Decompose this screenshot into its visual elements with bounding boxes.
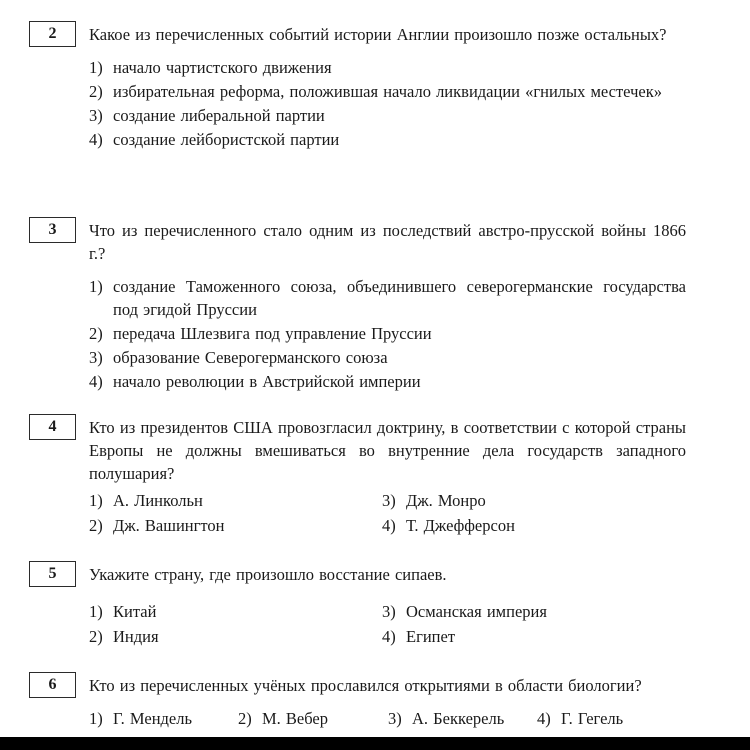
option-number: 1) <box>89 58 103 77</box>
option-number: 2) <box>238 709 252 728</box>
option-text: Китай <box>113 602 157 621</box>
option-number: 1) <box>89 491 103 510</box>
answer-option <box>382 625 686 648</box>
option-text: А. Линкольн <box>113 491 203 510</box>
answer-option <box>89 56 686 79</box>
answer-option <box>89 128 686 151</box>
question-number-box <box>29 561 76 587</box>
question-number-box <box>29 672 76 698</box>
options-list <box>89 707 686 731</box>
option-number: 3) <box>89 106 103 125</box>
option-text: начало революции в Австрийской империи <box>113 372 421 391</box>
answer-option <box>89 322 686 345</box>
question-text: Что из перечисленного стало одним из последствий австро-прусской войны 1866 г.? <box>89 221 686 263</box>
option-number: 3) <box>388 709 402 728</box>
answer-option <box>89 346 686 369</box>
option-text: образование Северогерманского союза <box>113 348 388 367</box>
option-text: передача Шлезвига под управление Пруссии <box>113 324 432 343</box>
option-number: 3) <box>89 348 103 367</box>
option-number: 4) <box>382 516 396 535</box>
question-number-box <box>29 217 76 243</box>
option-text: Г. Гегель <box>561 709 624 728</box>
answer-option <box>89 104 686 127</box>
question-block <box>0 413 750 538</box>
question-number-box <box>29 414 76 440</box>
option-text: Г. Мендель <box>113 709 193 728</box>
answer-option <box>388 707 537 730</box>
option-number: 4) <box>89 130 103 149</box>
options-list <box>89 56 686 151</box>
options-list <box>89 275 686 393</box>
option-text: Египет <box>406 627 456 646</box>
options-list <box>89 489 686 538</box>
question-number: 2 <box>48 25 57 42</box>
option-number: 1) <box>89 709 103 728</box>
option-number: 2) <box>89 324 103 343</box>
option-text: создание лейбористской партии <box>113 130 340 149</box>
answer-option <box>89 600 382 623</box>
answer-option <box>89 625 382 648</box>
option-number: 2) <box>89 627 103 646</box>
question-block <box>0 560 750 649</box>
option-number: 2) <box>89 516 103 535</box>
option-text: создание Таможенного союза, объединившего северогерманские государства под эгидой Пруссии <box>113 277 686 319</box>
question-number: 3 <box>48 221 57 238</box>
answer-option <box>382 514 686 537</box>
answer-option <box>89 707 238 730</box>
option-number: 4) <box>537 709 551 728</box>
question-number: 6 <box>48 676 57 693</box>
option-text: начало чартистского движения <box>113 58 332 77</box>
option-text: А. Беккерель <box>412 709 505 728</box>
question-block <box>0 671 750 731</box>
answer-option <box>89 370 686 393</box>
option-number: 1) <box>89 277 103 296</box>
question-text: Какое из перечисленных событий истории Англии произошло позже остальных? <box>89 25 667 44</box>
option-number: 2) <box>89 82 103 101</box>
answer-option <box>89 275 686 321</box>
option-text: Османская империя <box>406 602 547 621</box>
question-text: Кто из перечисленных учёных прославился открытиями в области биологии? <box>89 676 642 695</box>
option-text: М. Вебер <box>262 709 329 728</box>
option-number: 3) <box>382 491 396 510</box>
answer-option <box>89 514 382 537</box>
options-list <box>89 600 686 649</box>
question-number: 5 <box>48 565 57 582</box>
option-text: Дж. Вашингтон <box>113 516 225 535</box>
answer-option <box>537 707 686 730</box>
option-text: Т. Джефферсон <box>406 516 515 535</box>
bottom-black-bar <box>0 737 750 750</box>
option-number: 1) <box>89 602 103 621</box>
question-block <box>0 216 750 394</box>
question-text: Укажите страну, где произошло восстание сипаев. <box>89 565 447 584</box>
option-text: Индия <box>113 627 159 646</box>
answer-option <box>238 707 388 730</box>
question-number: 4 <box>48 418 57 435</box>
question-text: Кто из президентов США провозгласил доктрину, в соответствии с которой страны Европы не должны вмешиваться во внутренние дела государств западного полушария? <box>89 418 686 483</box>
answer-option <box>382 600 686 623</box>
option-text: создание либеральной партии <box>113 106 325 125</box>
question-number-box <box>29 21 76 47</box>
option-text: избирательная реформа, положившая начало ликвидации «гнилых местечек» <box>113 82 662 101</box>
option-number: 4) <box>382 627 396 646</box>
answer-option <box>382 489 686 512</box>
option-number: 3) <box>382 602 396 621</box>
answer-option <box>89 489 382 512</box>
question-block <box>0 20 750 152</box>
answer-option <box>89 80 686 103</box>
option-number: 4) <box>89 372 103 391</box>
option-text: Дж. Монро <box>406 491 486 510</box>
